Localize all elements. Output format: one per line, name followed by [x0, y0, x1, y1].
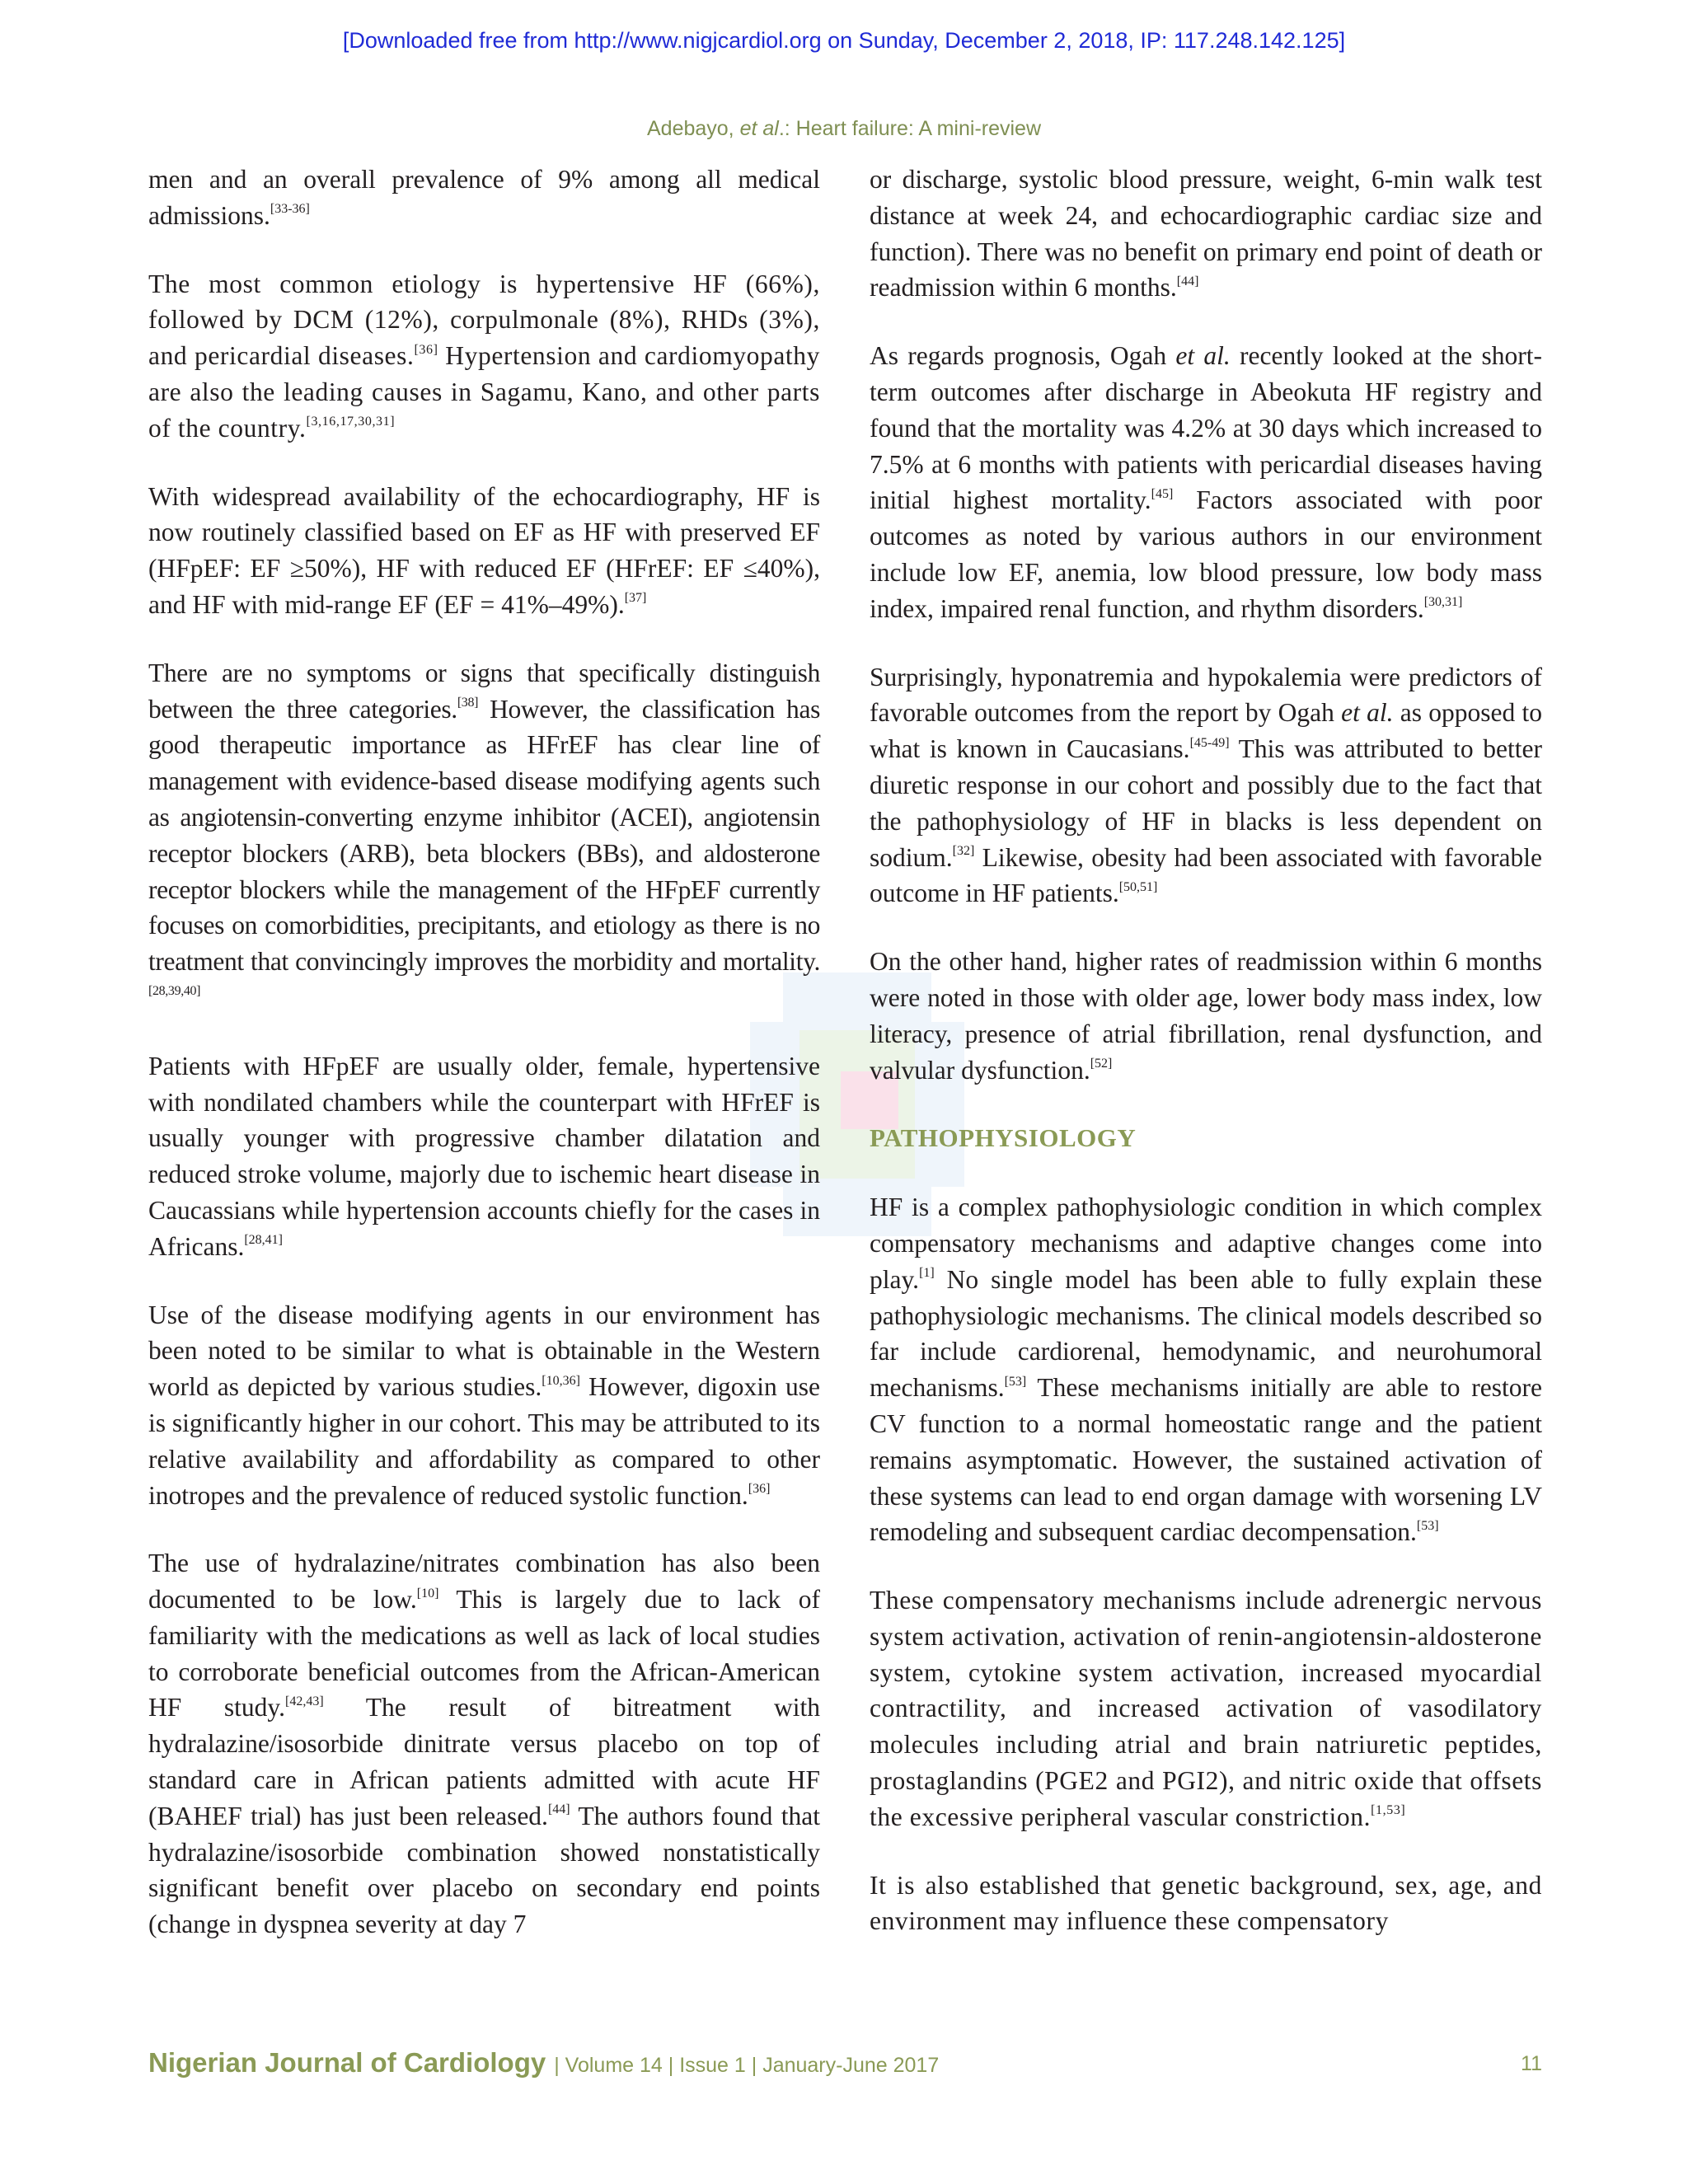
- paragraph: [870, 1189, 1542, 1550]
- paragraph-text: The result of bitreatment with hydralazine/isosorbide dinitrate versus placebo on top of standard care in African patients admitted with acute HF (BAHEF trial) has just been released.: [148, 1693, 820, 1830]
- paragraph-text: as opposed to what is known in Caucasians.: [870, 698, 1542, 764]
- citation: [36]: [414, 342, 438, 357]
- issue-info: | Volume 14 | Issue 1 | January-June 2017: [554, 2054, 940, 2077]
- paragraph-text: Likewise, obesity had been associated with favorable outcome in HF patients.: [870, 842, 1542, 908]
- paragraph: [148, 266, 820, 447]
- paragraph: [148, 479, 820, 623]
- citation: [1]: [919, 1266, 935, 1281]
- paragraph-text: As regards prognosis, Ogah: [870, 341, 1176, 371]
- paragraph-text: It is also established that genetic background, sex, age, and environment may influence these compensatory: [870, 1870, 1542, 1936]
- paragraph: [148, 655, 820, 1016]
- paragraph: [148, 1297, 820, 1514]
- paragraph-text: Surprisingly, hyponatremia and hypokalemia were predictors of favorable outcomes from the report by Ogah: [870, 662, 1542, 728]
- paragraph-text: On the other hand, higher rates of readmission within 6 months were noted in those with older age, lower body mass index, low literacy, presence of atrial fibrillation, renal dysfunction, and valvular dysfunction.: [870, 947, 1542, 1085]
- paragraph-text: The use of hydralazine/nitrates combination has also been documented to be low.: [148, 1549, 820, 1615]
- citation: [28,41]: [244, 1233, 283, 1248]
- paragraph-text: The most common etiology is hypertensive HF (66%), followed by DCM (12%), corpulmonale (8%), RHDs (3%), and pericardial diseases.: [148, 269, 820, 371]
- paragraph: [870, 338, 1542, 626]
- running-head-authors: Adebayo,: [646, 117, 740, 140]
- paragraph-text: Use of the disease modifying agents in our environment has been noted to be similar to what is obtainable in the Western world as depicted by various studies.: [148, 1300, 820, 1402]
- citation: [33-36]: [270, 202, 310, 217]
- citation: [38]: [457, 696, 479, 710]
- paragraph: [870, 1582, 1542, 1835]
- paragraph-text: men and an overall prevalence of 9% among all medical admissions.: [148, 165, 820, 230]
- journal-name: Nigerian Journal of Cardiology: [148, 2047, 546, 2078]
- citation: [42,43]: [285, 1694, 324, 1708]
- paragraph-text: Factors associated with poor outcomes as noted by various authors in our environment include low EF, anemia, low blood pressure, low body mass index, impaired renal function, and rhythm disorders.: [870, 485, 1542, 623]
- page-footer: [148, 2047, 1542, 2088]
- running-head-title: .: Heart failure: A mini-review: [778, 117, 1042, 140]
- paragraph: [148, 1048, 820, 1265]
- paragraph-text: There are no symptoms or signs that specifically distinguish between the three categories.: [148, 658, 820, 724]
- paragraph-text: These mechanisms initially are able to restore CV function to a normal homeostatic range and the patient remains asymptomatic. However, the sustained activation of these systems can lead to end organ damage with worsening LV remodeling and subsequent cardiac decompensation.: [870, 1373, 1542, 1547]
- paragraph-text: or discharge, systolic blood pressure, weight, 6-min walk test distance at week 24, and echocardiographic cardiac size and function). There was no benefit on primary end point of death or readmission within 6 months.: [870, 165, 1542, 302]
- paragraph-text: Patients with HFpEF are usually older, female, hypertensive with nondilated chambers while the counterpart with HFrEF is usually younger with progressive chamber dilatation and reduced stroke volume, majorly due to ischemic heart disease in Caucassians while hypertension accounts chiefly for the cases in Africans.: [148, 1051, 820, 1261]
- paragraph-text: The authors found that hydralazine/isosorbide combination showed nonstatistically significant benefit over placebo on secondary end points (change in dyspnea severity at day 7: [148, 1801, 821, 1939]
- citation: [44]: [1176, 274, 1199, 288]
- paragraph-text: However, digoxin use is significantly higher in our cohort. This may be attributed to its relative availability and affordability as compared to other inotropes and the prevalence of reduced systolic function.: [148, 1372, 820, 1510]
- left-column: [148, 162, 820, 1975]
- citation: [28,39,40]: [148, 984, 201, 999]
- citation: [3,16,17,30,31]: [306, 415, 396, 429]
- running-head: [0, 117, 1688, 141]
- citation: [10,36]: [542, 1373, 580, 1388]
- running-head-etal: et al: [739, 117, 779, 140]
- paragraph-text: Hypertension and cardiomyopathy are also the leading causes in Sagamu, Kano, and other parts of the country.: [148, 341, 820, 443]
- right-column: [870, 162, 1542, 1971]
- paragraph-text: With widespread availability of the echocardiography, HF is now routinely classified based on EF as HF with preserved EF (HFpEF: EF ≥50%), HF with reduced EF (HFrEF: EF ≤40%), and HF with mid-range EF (EF = 41%–49%).: [148, 481, 820, 619]
- citation: [44]: [547, 1802, 570, 1817]
- download-banner: [Downloaded free from http://www.nigjcardiol.org on Sunday, December 2, 2018, IP: 117.248.142.125]: [342, 28, 1346, 53]
- et-al: et al.: [1341, 698, 1394, 728]
- citation: [37]: [624, 591, 647, 606]
- citation: [30,31]: [1423, 595, 1463, 610]
- paragraph-text: This is largely due to lack of familiarity with the medications as well as lack of local studies to corroborate beneficial outcomes from the African-American HF study.: [148, 1585, 820, 1722]
- paragraph: [870, 162, 1542, 306]
- paragraph: [870, 944, 1542, 1088]
- paragraph: [870, 1868, 1542, 1940]
- paragraph-text: However, the classification has good therapeutic importance as HFrEF has clear line of management with evidence-based disease modifying agents such as angiotensin-converting enzyme inhibitor (ACEI), angiotensin receptor blockers (ARB), beta blockers (BBs), and aldosterone receptor blockers while the management of the HFpEF currently focuses on comorbidities, precipitants, and etiology as there is no treatment that convincingly improves the morbidity and mortality.: [148, 694, 820, 977]
- paragraph: [148, 162, 820, 234]
- paragraph-text: No single model has been able to fully explain these pathophysiologic mechanisms. The clinical models described so far include cardiorenal, hemodynamic, and neurohumoral mechanisms.: [870, 1264, 1542, 1403]
- citation: [53]: [1004, 1374, 1027, 1389]
- section-heading: PATHOPHYSIOLOGY: [870, 1123, 1137, 1153]
- citation: [10]: [416, 1586, 439, 1601]
- paragraph-text: recently looked at the short-term outcomes after discharge in Abeokuta HF registry and found that the mortality was 4.2% at 30 days which increased to 7.5% at 6 months with patients with pericardial diseases having initial highest mortality.: [870, 341, 1542, 515]
- citation: [52]: [1090, 1057, 1113, 1071]
- citation: [50,51]: [1118, 879, 1158, 894]
- paragraph: [870, 659, 1542, 912]
- paragraph-text: These compensatory mechanisms include adrenergic nervous system activation, activation of renin-angiotensin-aldosterone system, cytokine system activation, increased myocardial contractility, and increased activation of vasodilatory molecules including atrial and brain natriuretic peptides, prostaglandins (PGE2 and PGI2), and nitric oxide that offsets the excessive peripheral vascular constriction.: [870, 1586, 1542, 1831]
- paragraph-text: HF is a complex pathophysiologic condition in which complex compensatory mechanisms and adaptive changes come into play.: [870, 1193, 1542, 1294]
- et-al: et al.: [1175, 341, 1231, 371]
- citation: [45-49]: [1189, 735, 1230, 750]
- citation: [1,53]: [1371, 1803, 1406, 1818]
- citation: [36]: [748, 1482, 771, 1496]
- citation: [45]: [1151, 486, 1174, 501]
- citation: [32]: [952, 844, 975, 859]
- citation: [53]: [1416, 1518, 1439, 1533]
- page-number: 11: [1521, 2052, 1542, 2075]
- paragraph: [148, 1545, 820, 1943]
- paragraph-text: This was attributed to better diuretic response in our cohort and possibly due to the fact that the pathophysiology of HF in blacks is less dependent on sodium.: [870, 734, 1542, 872]
